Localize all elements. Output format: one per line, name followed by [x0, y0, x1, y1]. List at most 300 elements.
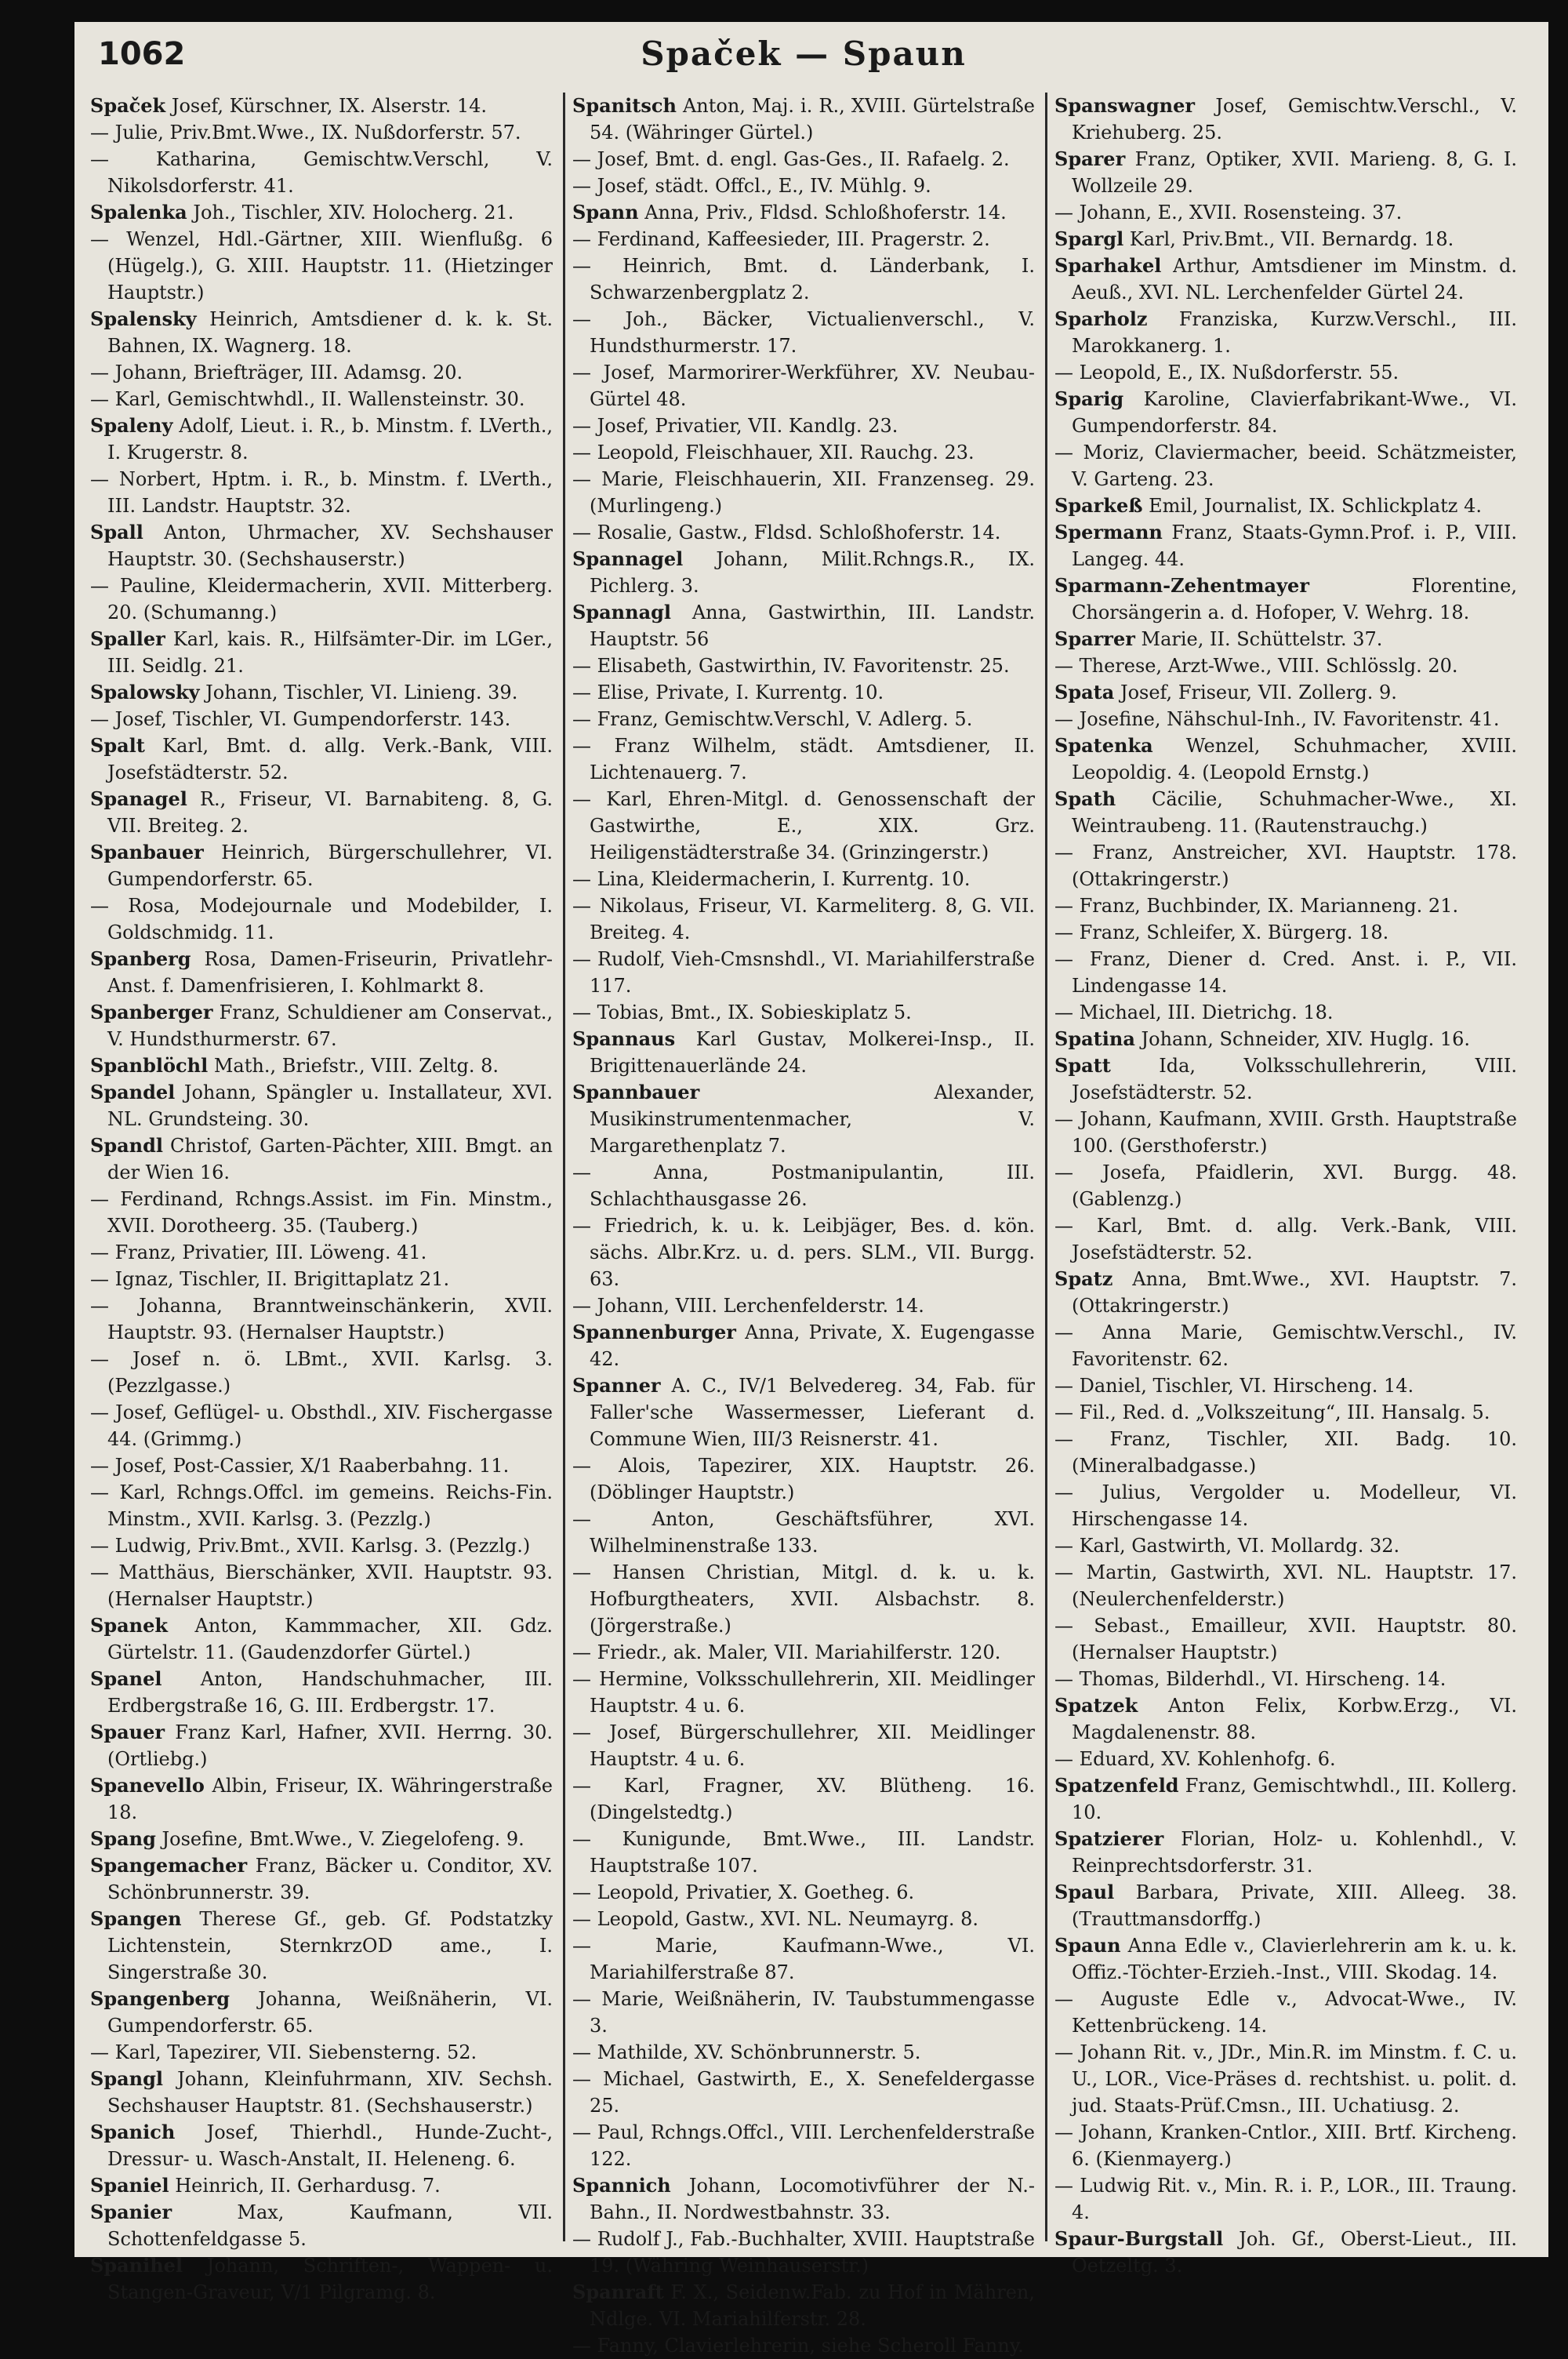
directory-entry [1054, 1746, 1517, 1772]
entry-text: Anton, Maj. i. R., XVIII. Gürtelstraße 54. (Währinger Gürtel.) [590, 95, 1035, 144]
entry-surname: Spannaus [572, 1027, 676, 1050]
entry-surname: Spanitsch [572, 94, 677, 117]
entry-text: Franz, Schuldiener am Conservat., V. Hundsthurmerstr. 67. [107, 1001, 553, 1050]
entry-text: — Franz, Anstreicher, XVI. Hauptstr. 178. (Ottakringerstr.) [1054, 841, 1517, 890]
directory-entry [1054, 1772, 1517, 1826]
entry-text: Barbara, Private, XIII. Alleeg. 38. (Trauttmansdorffg.) [1072, 1881, 1517, 1930]
entry-text: — Pauline, Kleidermacherin, XVII. Mitterberg. 20. (Schumanng.) [90, 575, 553, 623]
directory-entry [90, 2066, 553, 2119]
entry-text: Franz Karl, Hafner, XVII. Herrng. 30. (Ortliebg.) [107, 1721, 553, 1770]
entry-text: Heinrich, Bürgerschullehrer, VI. Gumpendorferstr. 65. [107, 841, 553, 890]
directory-entry [572, 1292, 1035, 1319]
entry-surname: Spannagl [572, 601, 672, 623]
entry-text: Johanna, Weißnäherin, VI. Gumpendorferstr. 65. [107, 1988, 553, 2037]
entry-text: — Franz, Gemischtw.Verschl, V. Adlerg. 5. [572, 708, 973, 730]
entry-text: — Lina, Kleidermacherin, I. Kurrentg. 10. [572, 868, 971, 890]
entry-text: Alexander, Musikinstrumentenmacher, V. Margarethenplatz 7. [590, 1081, 1035, 1157]
entry-text: — Nikolaus, Friseur, VI. Karmeliterg. 8, G. VII. Breiteg. 4. [572, 895, 1035, 943]
directory-entry [572, 2039, 1035, 2066]
entry-surname: Spaur-Burgstall [1054, 2227, 1224, 2250]
directory-entry [572, 786, 1035, 866]
directory-entry [572, 1906, 1035, 1932]
entry-text: — Eduard, XV. Kohlenhofg. 6. [1054, 1748, 1336, 1770]
column-1 [90, 93, 553, 2303]
directory-entry [572, 226, 1035, 253]
entry-text: — Josef, Bmt. d. engl. Gas-Ges., II. Rafaelg. 2. [572, 148, 1010, 170]
entry-surname: Spalt [90, 734, 145, 757]
entry-text: Therese Gf., geb. Gf. Podstatzky Lichtenstein, SternkrzOD ame., I. Singerstraße 30. [107, 1908, 553, 1983]
entry-text: — Johann, Briefträger, III. Adamsg. 20. [90, 362, 463, 383]
entry-text: — Heinrich, Bmt. d. Länderbank, I. Schwarzenbergplatz 2. [572, 255, 1035, 304]
entry-text: — Friedr., ak. Maler, VII. Mariahilferstr. 120. [572, 1641, 1001, 1663]
directory-entry [1054, 999, 1517, 1026]
directory-entry [1054, 306, 1517, 359]
entry-text: — Marie, Kaufmann-Wwe., VI. Mariahilferstraße 87. [572, 1935, 1035, 1983]
entry-text: Josef, Thierhdl., Hunde-Zucht-, Dressur- u. Wasch-Anstalt, II. Heleneng. 6. [107, 2121, 553, 2170]
directory-entry [1054, 2039, 1517, 2119]
entry-text: Karl, Bmt. d. allg. Verk.-Bank, VIII. Josefstädterstr. 52. [107, 735, 553, 783]
directory-entry [1054, 2226, 1517, 2279]
entry-surname: Spauer [90, 1721, 165, 1743]
directory-entry [90, 1079, 553, 1132]
directory-entry [1054, 919, 1517, 946]
entry-surname: Spanberg [90, 947, 191, 970]
directory-entry [1054, 839, 1517, 892]
entry-surname: Spanbauer [90, 841, 204, 863]
directory-entry [90, 1532, 553, 1559]
entry-surname: Spann [572, 201, 639, 224]
directory-entry [90, 1292, 553, 1346]
directory-entry [572, 1932, 1035, 1986]
directory-entry [1054, 519, 1517, 572]
entry-text: Anton, Kammmacher, XII. Gdz. Gürtelstr. 11. (Gaudenzdorfer Gürtel.) [107, 1615, 553, 1663]
directory-entry [572, 93, 1035, 146]
entry-text: — Johann Rit. v., JDr., Min.R. im Minstm. f. C. u. U., LOR., Vice-Präses d. rechtshist. u. polit. d. jud. Staats-Prüf.Cmsn., III. Uchatiusg. 2. [1054, 2041, 1517, 2117]
entry-text: — Karl, Bmt. d. allg. Verk.-Bank, VIII. Josefstädterstr. 52. [1054, 1215, 1517, 1263]
entry-text: — Anna Marie, Gemischtw.Verschl., IV. Favoritenstr. 62. [1054, 1321, 1517, 1370]
entry-text: — Anna, Postmanipulantin, III. Schlachthausgasse 26. [572, 1161, 1035, 1210]
directory-entry [90, 519, 553, 572]
entry-surname: Sparer [1054, 147, 1126, 170]
entry-text: — Martin, Gastwirth, XVI. NL. Hauptstr. 17. (Neulerchenfelderstr.) [1054, 1561, 1517, 1610]
entry-surname: Spanberger [90, 1001, 213, 1023]
entry-text: Max, Kaufmann, VII. Schottenfeldgasse 5. [107, 2201, 553, 2250]
entry-text: Franz, Staats-Gymn.Prof. i. P., VIII. Langeg. 44. [1072, 522, 1517, 570]
directory-entry [572, 866, 1035, 892]
entry-text: — Anton, Geschäftsführer, XVI. Wilhelminenstraße 133. [572, 1508, 1035, 1557]
directory-entry [1054, 1986, 1517, 2039]
column-2 [572, 93, 1035, 2357]
directory-entry [1054, 1266, 1517, 1319]
entry-text: — Ludwig Rit. v., Min. R. i. P., LOR., III. Traung. 4. [1054, 2175, 1517, 2223]
directory-entry [572, 519, 1035, 546]
entry-text: — Franz Wilhelm, städt. Amtsdiener, II. Lichtenauerg. 7. [572, 735, 1035, 783]
entry-surname: Spannagel [572, 547, 684, 570]
entry-text: — Mathilde, XV. Schönbrunnerstr. 5. [572, 2041, 921, 2063]
entry-surname: Sparhakel [1054, 254, 1162, 277]
entry-surname: Spang [90, 1827, 156, 1850]
directory-entry [1054, 199, 1517, 226]
directory-entry [1054, 946, 1517, 999]
entry-text: — Leopold, E., IX. Nußdorferstr. 55. [1054, 362, 1399, 383]
entry-surname: Spaleny [90, 414, 173, 437]
entry-surname: Spanihel [90, 2254, 183, 2277]
directory-entry [572, 253, 1035, 306]
directory-entry [572, 146, 1035, 173]
directory-entry [1054, 732, 1517, 786]
entry-surname: Spatzek [1054, 1694, 1138, 1717]
entry-surname: Spangen [90, 1907, 182, 1930]
directory-entry [572, 1079, 1035, 1159]
entry-text: — Josef, Tischler, VI. Gumpendorferstr. 143. [90, 708, 511, 730]
directory-entry [90, 1826, 553, 1852]
entry-surname: Spalowsky [90, 681, 200, 703]
directory-entry [1054, 706, 1517, 732]
directory-entry [572, 466, 1035, 519]
running-head: Spaček — Spaun [641, 35, 967, 73]
directory-entry [90, 386, 553, 413]
entry-text: Adolf, Lieut. i. R., b. Minstm. f. LVerth., I. Krugerstr. 8. [107, 415, 553, 463]
directory-entry [90, 946, 553, 999]
directory-entry [90, 1239, 553, 1266]
directory-entry [1054, 2172, 1517, 2226]
directory-entry [90, 1986, 553, 2039]
entry-surname: Spatenka [1054, 734, 1153, 757]
directory-entry [1054, 146, 1517, 199]
directory-entry [1054, 892, 1517, 919]
entry-surname: Spannenburger [572, 1321, 736, 1343]
directory-entry [1054, 1159, 1517, 1212]
directory-entry [572, 2332, 1035, 2359]
entry-text: — Josef, Post-Cassier, X/1 Raaberbahng. 11. [90, 1455, 510, 1477]
directory-entry [1054, 1052, 1517, 1106]
directory-entry [90, 199, 553, 226]
entry-text: Josef, Friseur, VII. Zollerg. 9. [1114, 682, 1397, 703]
entry-text: A. C., IV/1 Belvedereg. 34, Fab. für Faller'sche Wassermesser, Lieferant d. Commune Wien, III/3 Reisnerstr. 41. [590, 1375, 1035, 1450]
entry-surname: Spanier [90, 2201, 172, 2223]
entry-text: Johann, Milit.Rchngs.R., IX. Pichlerg. 3. [590, 548, 1035, 597]
directory-entry [572, 946, 1035, 999]
entry-text: — Karl, Fragner, XV. Blütheng. 16. (Dingelstedtg.) [572, 1775, 1035, 1823]
entry-text: — Rudolf J., Fab.-Buchhalter, XVIII. Hauptstraße 19. (Währing Weinhauserstr.) [572, 2228, 1035, 2277]
directory-entry [90, 1346, 553, 1399]
directory-entry [1054, 1479, 1517, 1532]
entry-surname: Spatt [1054, 1054, 1111, 1077]
entry-text: — Rosa, Modejournale und Modebilder, I. Goldschmidg. 11. [90, 895, 553, 943]
entry-text: — Karl, Ehren-Mitgl. d. Genossenschaft der Gastwirthe, E., XIX. Grz. Heiligenstädterstraße 34. (Grinzingerstr.) [572, 788, 1035, 863]
entry-text: — Johann, E., XVII. Rosensteing. 37. [1054, 202, 1403, 224]
entry-surname: Spall [90, 521, 143, 543]
entry-surname: Spanblöchl [90, 1054, 209, 1077]
directory-entry [1054, 1559, 1517, 1612]
directory-entry [90, 1612, 553, 1666]
directory-entry [90, 1906, 553, 1986]
entry-text: — Norbert, Hptm. i. R., b. Minstm. f. LVerth., III. Landstr. Hauptstr. 32. [90, 468, 553, 517]
entry-text: — Moriz, Claviermacher, beeid. Schätzmeister, V. Garteng. 23. [1054, 442, 1517, 490]
entry-text: — Auguste Edle v., Advocat-Wwe., IV. Kettenbrückeng. 14. [1054, 1988, 1517, 2037]
directory-entry [1054, 679, 1517, 706]
directory-entry [90, 306, 553, 359]
entry-text: Heinrich, II. Gerhardusg. 7. [169, 2175, 441, 2197]
entry-text: — Hansen Christian, Mitgl. d. k. u. k. Hofburgtheaters, XVII. Alsbachstr. 8. (Jörgerstraße.) [572, 1561, 1035, 1637]
entry-text: Johann, Kleinfuhrmann, XIV. Sechsh. Sechshauser Hauptstr. 81. (Sechshauserstr.) [107, 2068, 553, 2117]
entry-text: Anna, Private, X. Eugengasse 42. [590, 1321, 1035, 1370]
entry-text: — Alois, Tapezirer, XIX. Hauptstr. 26. (Döblinger Hauptstr.) [572, 1455, 1035, 1503]
directory-entry [1054, 1666, 1517, 1692]
entry-text: Anna, Gastwirthin, III. Landstr. Hauptstr. 56 [590, 602, 1035, 650]
directory-entry [572, 1212, 1035, 1292]
entry-text: R., Friseur, VI. Barnabiteng. 8, G. VII. Breiteg. 2. [107, 788, 553, 837]
entry-surname: Spath [1054, 787, 1116, 810]
directory-entry [572, 1826, 1035, 1879]
entry-text: Arthur, Amtsdiener im Minstm. d. Aeuß., XVI. NL. Lerchenfelder Gürtel 24. [1072, 255, 1517, 304]
entry-text: — Wenzel, Hdl.-Gärtner, XIII. Wienflußg. 6 (Hügelg.), G. XIII. Hauptstr. 11. (Hietzinger Hauptstr.) [90, 228, 553, 304]
entry-text: — Marie, Weißnäherin, IV. Taubstummengasse 3. [572, 1988, 1035, 2037]
directory-entry [90, 679, 553, 706]
entry-text: — Leopold, Fleischhauer, XII. Rauchg. 23. [572, 442, 975, 463]
directory-entry [90, 572, 553, 626]
directory-entry [572, 1372, 1035, 1452]
page-header [98, 31, 1509, 86]
directory-entry [572, 599, 1035, 652]
entry-surname: Sparkeß [1054, 494, 1143, 517]
entry-text: — Franz, Diener d. Cred. Anst. i. P., VII. Lindengasse 14. [1054, 948, 1517, 997]
entry-text: Anna Edle v., Clavierlehrerin am k. u. k. Offiz.-Töchter-Erzieh.-Inst., VIII. Skodag. 14. [1072, 1935, 1517, 1983]
directory-entry [572, 173, 1035, 199]
directory-entry [572, 413, 1035, 439]
entry-text: — Johann, Kaufmann, XVIII. Grsth. Hauptstraße 100. (Gersthoferstr.) [1054, 1108, 1517, 1157]
entry-text: Karoline, Clavierfabrikant-Wwe., VI. Gumpendorferstr. 84. [1072, 388, 1517, 437]
entry-text: Florian, Holz- u. Kohlenhdl., V. Reinprechtsdorferstr. 31. [1072, 1828, 1517, 1877]
entry-text: — Leopold, Privatier, X. Goetheg. 6. [572, 1881, 915, 1903]
entry-text: — Thomas, Bilderhdl., VI. Hirscheng. 14. [1054, 1668, 1446, 1690]
directory-entry [90, 892, 553, 946]
entry-text: Marie, II. Schüttelstr. 37. [1134, 628, 1383, 650]
entry-text: Franz, Gemischtwhdl., III. Kollerg. 10. [1072, 1775, 1517, 1823]
entry-surname: Spaček [90, 94, 166, 117]
directory-entry [1054, 386, 1517, 439]
entry-text: — Johann, VIII. Lerchenfelderstr. 14. [572, 1295, 924, 1317]
entry-surname: Spaul [1054, 1881, 1115, 1903]
column-divider [563, 93, 565, 2241]
entry-text: Karl Gustav, Molkerei-Insp., II. Brigittenauerlände 24. [590, 1028, 1035, 1077]
directory-entry [1054, 93, 1517, 146]
entry-surname: Spalensky [90, 307, 197, 330]
entry-surname: Spanswagner [1054, 94, 1195, 117]
entry-text: Emil, Journalist, IX. Schlickplatz 4. [1142, 495, 1482, 517]
entry-surname: Spaniel [90, 2174, 169, 2197]
entry-text: — Karl, Tapezirer, VII. Siebensterng. 52. [90, 2041, 477, 2063]
directory-entry [1054, 1692, 1517, 1746]
directory-entry [90, 1719, 553, 1772]
directory-entry [90, 2199, 553, 2252]
entry-surname: Spaller [90, 627, 165, 650]
entry-text: Johann, Tischler, VI. Linieng. 39. [199, 682, 518, 703]
directory-entry [90, 1052, 553, 1079]
entry-surname: Sparig [1054, 387, 1124, 410]
directory-entry [90, 466, 553, 519]
entry-text: — Elise, Private, I. Kurrentg. 10. [572, 682, 884, 703]
entry-text: — Franz, Privatier, III. Löweng. 41. [90, 1241, 427, 1263]
entry-surname: Spannbauer [572, 1081, 700, 1103]
entry-surname: Spangl [90, 2067, 164, 2090]
entry-text: Florentine, Chorsängerin a. d. Hofoper, V. Wehrg. 18. [1072, 575, 1517, 623]
entry-text: Heinrich, Amtsdiener d. k. k. St. Bahnen, IX. Wagnerg. 18. [107, 308, 553, 357]
directory-entry [572, 732, 1035, 786]
directory-entry [1054, 1932, 1517, 1986]
entry-text: Math., Briefstr., VIII. Zeltg. 8. [208, 1055, 499, 1077]
directory-entry [90, 1132, 553, 1186]
entry-text: Christof, Garten-Pächter, XIII. Bmgt. an der Wien 16. [107, 1135, 553, 1183]
entry-text: — Rudolf, Vieh-Cmsnshdl., VI. Mariahilferstraße 117. [572, 948, 1035, 997]
directory-entry [572, 439, 1035, 466]
directory-entry [90, 1772, 553, 1826]
entry-text: — Tobias, Bmt., IX. Sobieskiplatz 5. [572, 1001, 912, 1023]
entry-text: Franz, Bäcker u. Conditor, XV. Schönbrunnerstr. 39. [107, 1855, 553, 1903]
directory-entry [1054, 2119, 1517, 2172]
directory-entry [572, 359, 1035, 413]
entry-text: — Johann, Kranken-Cntlor., XIII. Brtf. Kircheng. 6. (Kienmayerg.) [1054, 2121, 1517, 2170]
directory-entry [572, 1026, 1035, 1079]
entry-surname: Spanel [90, 1667, 162, 1690]
column-divider [1045, 93, 1047, 2241]
directory-entry [90, 1399, 553, 1452]
entry-text: — Josefa, Pfaidlerin, XVI. Burgg. 48. (Gablenzg.) [1054, 1161, 1517, 1210]
entry-text: Joh. Gf., Oberst-Lieut., III. Oetzeltg. 3. [1072, 2228, 1517, 2277]
entry-text: — Rosalie, Gastw., Fldsd. Schloßhoferstr. 14. [572, 522, 1001, 543]
directory-entry [1054, 652, 1517, 679]
directory-entry [572, 1639, 1035, 1666]
entry-text: — Elisabeth, Gastwirthin, IV. Favoritenstr. 25. [572, 655, 1010, 677]
entry-surname: Spatzenfeld [1054, 1774, 1179, 1797]
directory-entry [1054, 1426, 1517, 1479]
entry-text: — Josef, Geflügel- u. Obsthdl., XIV. Fischergasse 44. (Grimmg.) [90, 1401, 553, 1450]
entry-text: Anton, Handschuhmacher, III. Erdbergstraße 16, G. III. Erdbergstr. 17. [107, 1668, 553, 1717]
directory-entry [572, 306, 1035, 359]
directory-entry [90, 2252, 553, 2306]
entry-text: — Michael, Gastwirth, E., X. Senefeldergasse 25. [572, 2068, 1035, 2117]
directory-entry [1054, 359, 1517, 386]
directory-entry [572, 1772, 1035, 1826]
directory-entry [1054, 1319, 1517, 1372]
entry-text: Johann, Locomotivführer der N.-Bahn., II. Nordwestbahnstr. 33. [590, 2175, 1035, 2223]
entry-text: — Josefine, Nähschul-Inh., IV. Favoritenstr. 41. [1054, 708, 1500, 730]
entry-surname: Spangenberg [90, 1987, 230, 2010]
entry-text: Josefine, Bmt.Wwe., V. Ziegelofeng. 9. [155, 1828, 524, 1850]
directory-entry [1054, 1212, 1517, 1266]
directory-entry [90, 146, 553, 199]
entry-text: Wenzel, Schuhmacher, XVIII. Leopoldig. 4. (Leopold Ernstg.) [1072, 735, 1517, 783]
entry-text: F. X., Seidenw.Fab. zu Hof in Mähren, Ndlge. VI. Mariahilferstr. 28. [590, 2281, 1035, 2330]
directory-entry [572, 1719, 1035, 1772]
directory-entry [572, 1506, 1035, 1559]
directory-entry [572, 1452, 1035, 1506]
directory-entry [90, 226, 553, 306]
entry-text: Josef, Kürschner, IX. Alserstr. 14. [165, 95, 488, 117]
entry-surname: Spata [1054, 681, 1115, 703]
entry-text: — Josef, Privatier, VII. Kandlg. 23. [572, 415, 898, 437]
entry-surname: Sparholz [1054, 307, 1148, 330]
entry-surname: Spanagel [90, 787, 187, 810]
entry-surname: Spandl [90, 1134, 164, 1157]
entry-text: — Karl, Rchngs.Offcl. im gemeins. Reichs-Fin. Minstm., XVII. Karlsg. 3. (Pezzlg.) [90, 1481, 553, 1530]
entry-text: — Kunigunde, Bmt.Wwe., III. Landstr. Hauptstraße 107. [572, 1828, 1035, 1877]
directory-entry [572, 2279, 1035, 2332]
entry-surname: Spanevello [90, 1774, 205, 1797]
entry-surname: Sparrer [1054, 627, 1135, 650]
entry-text: — Josef, Marmorirer-Werkführer, XV. Neubau-Gürtel 48. [572, 362, 1035, 410]
entry-text: — Josef n. ö. LBmt., XVII. Karlsg. 3. (Pezzlgasse.) [90, 1348, 553, 1397]
entry-text: — Daniel, Tischler, VI. Hirscheng. 14. [1054, 1375, 1414, 1397]
directory-entry [1054, 1372, 1517, 1399]
entry-text: — Friedrich, k. u. k. Leibjäger, Bes. d. kön. sächs. Albr.Krz. u. d. pers. SLM., VII. Burgg. 63. [572, 1215, 1035, 1290]
entry-text: — Fanny, Clavierlehrerin, siehe Scheroll Fanny. [572, 2335, 1024, 2357]
entry-text: Johann, Spängler u. Installateur, XVI. NL. Grundsteing. 30. [107, 1081, 553, 1130]
directory-entry [1054, 1879, 1517, 1932]
entry-text: — Ludwig, Priv.Bmt., XVII. Karlsg. 3. (Pezzlg.) [90, 1535, 531, 1557]
entry-text: — Leopold, Gastw., XVI. NL. Neumayrg. 8. [572, 1908, 978, 1930]
directory-entry [572, 1986, 1035, 2039]
directory-entry [1054, 1026, 1517, 1052]
directory-page [74, 22, 1548, 2357]
directory-entry [90, 706, 553, 732]
directory-columns [90, 93, 1533, 2357]
entry-text: — Therese, Arzt-Wwe., VIII. Schlösslg. 20. [1054, 655, 1458, 677]
entry-text: Franz, Optiker, XVII. Marieng. 8, G. I. Wollzeile 29. [1072, 148, 1517, 197]
entry-text: Cäcilie, Schuhmacher-Wwe., XI. Weintraubeng. 11. (Rautenstrauchg.) [1072, 788, 1517, 837]
entry-surname: Spanner [572, 1374, 661, 1397]
entry-text: — Franz, Buchbinder, IX. Marianneng. 21. [1054, 895, 1459, 917]
entry-surname: Spatina [1054, 1027, 1135, 1050]
directory-entry [572, 546, 1035, 599]
page-number: 1062 [98, 36, 186, 72]
entry-text: — Karl, Gemischtwhdl., II. Wallensteinstr. 30. [90, 388, 525, 410]
entry-surname: Spalenka [90, 201, 187, 224]
directory-entry [1054, 439, 1517, 493]
entry-text: — Josef, städt. Offcl., E., IV. Mühlg. 9. [572, 175, 931, 197]
directory-entry [90, 1666, 553, 1719]
directory-entry [1054, 1106, 1517, 1159]
entry-text: Johann, Schneider, XIV. Huglg. 16. [1134, 1028, 1471, 1050]
directory-entry [572, 999, 1035, 1026]
directory-entry [1054, 226, 1517, 253]
entry-text: — Ignaz, Tischler, II. Brigittaplatz 21. [90, 1268, 450, 1290]
directory-entry [1054, 626, 1517, 652]
entry-text: — Ferdinand, Rchngs.Assist. im Fin. Minstm., XVII. Dorotheerg. 35. (Tauberg.) [90, 1188, 553, 1237]
directory-entry [90, 93, 553, 119]
directory-entry [90, 1186, 553, 1239]
entry-text: — Franz, Tischler, XII. Badg. 10. (Mineralbadgasse.) [1054, 1428, 1517, 1477]
directory-entry [90, 2039, 553, 2066]
entry-text: Anton Felix, Korbw.Erzg., VI. Magdalenenstr. 88. [1072, 1695, 1517, 1743]
directory-entry [1054, 572, 1517, 626]
entry-text: — Paul, Rchngs.Offcl., VIII. Lerchenfelderstraße 122. [572, 2121, 1035, 2170]
entry-text: Karl, Priv.Bmt., VII. Bernardg. 18. [1123, 228, 1454, 250]
entry-text: Albin, Friseur, IX. Währingerstraße 18. [107, 1775, 553, 1823]
directory-entry [90, 786, 553, 839]
directory-entry [572, 679, 1035, 706]
entry-text: Josef, Gemischtw.Verschl., V. Kriehuberg. 25. [1072, 95, 1517, 144]
directory-entry [90, 999, 553, 1052]
directory-entry [572, 1666, 1035, 1719]
directory-entry [572, 1559, 1035, 1639]
entry-text: Johann, Schriften-, Wappen- u. Stangen-Graveur, V/1 Pilgramg. 8. [107, 2255, 553, 2303]
directory-entry [572, 2226, 1035, 2279]
directory-entry [90, 2119, 553, 2172]
directory-entry [90, 119, 553, 146]
directory-entry [1054, 493, 1517, 519]
entry-surname: Spermann [1054, 521, 1163, 543]
